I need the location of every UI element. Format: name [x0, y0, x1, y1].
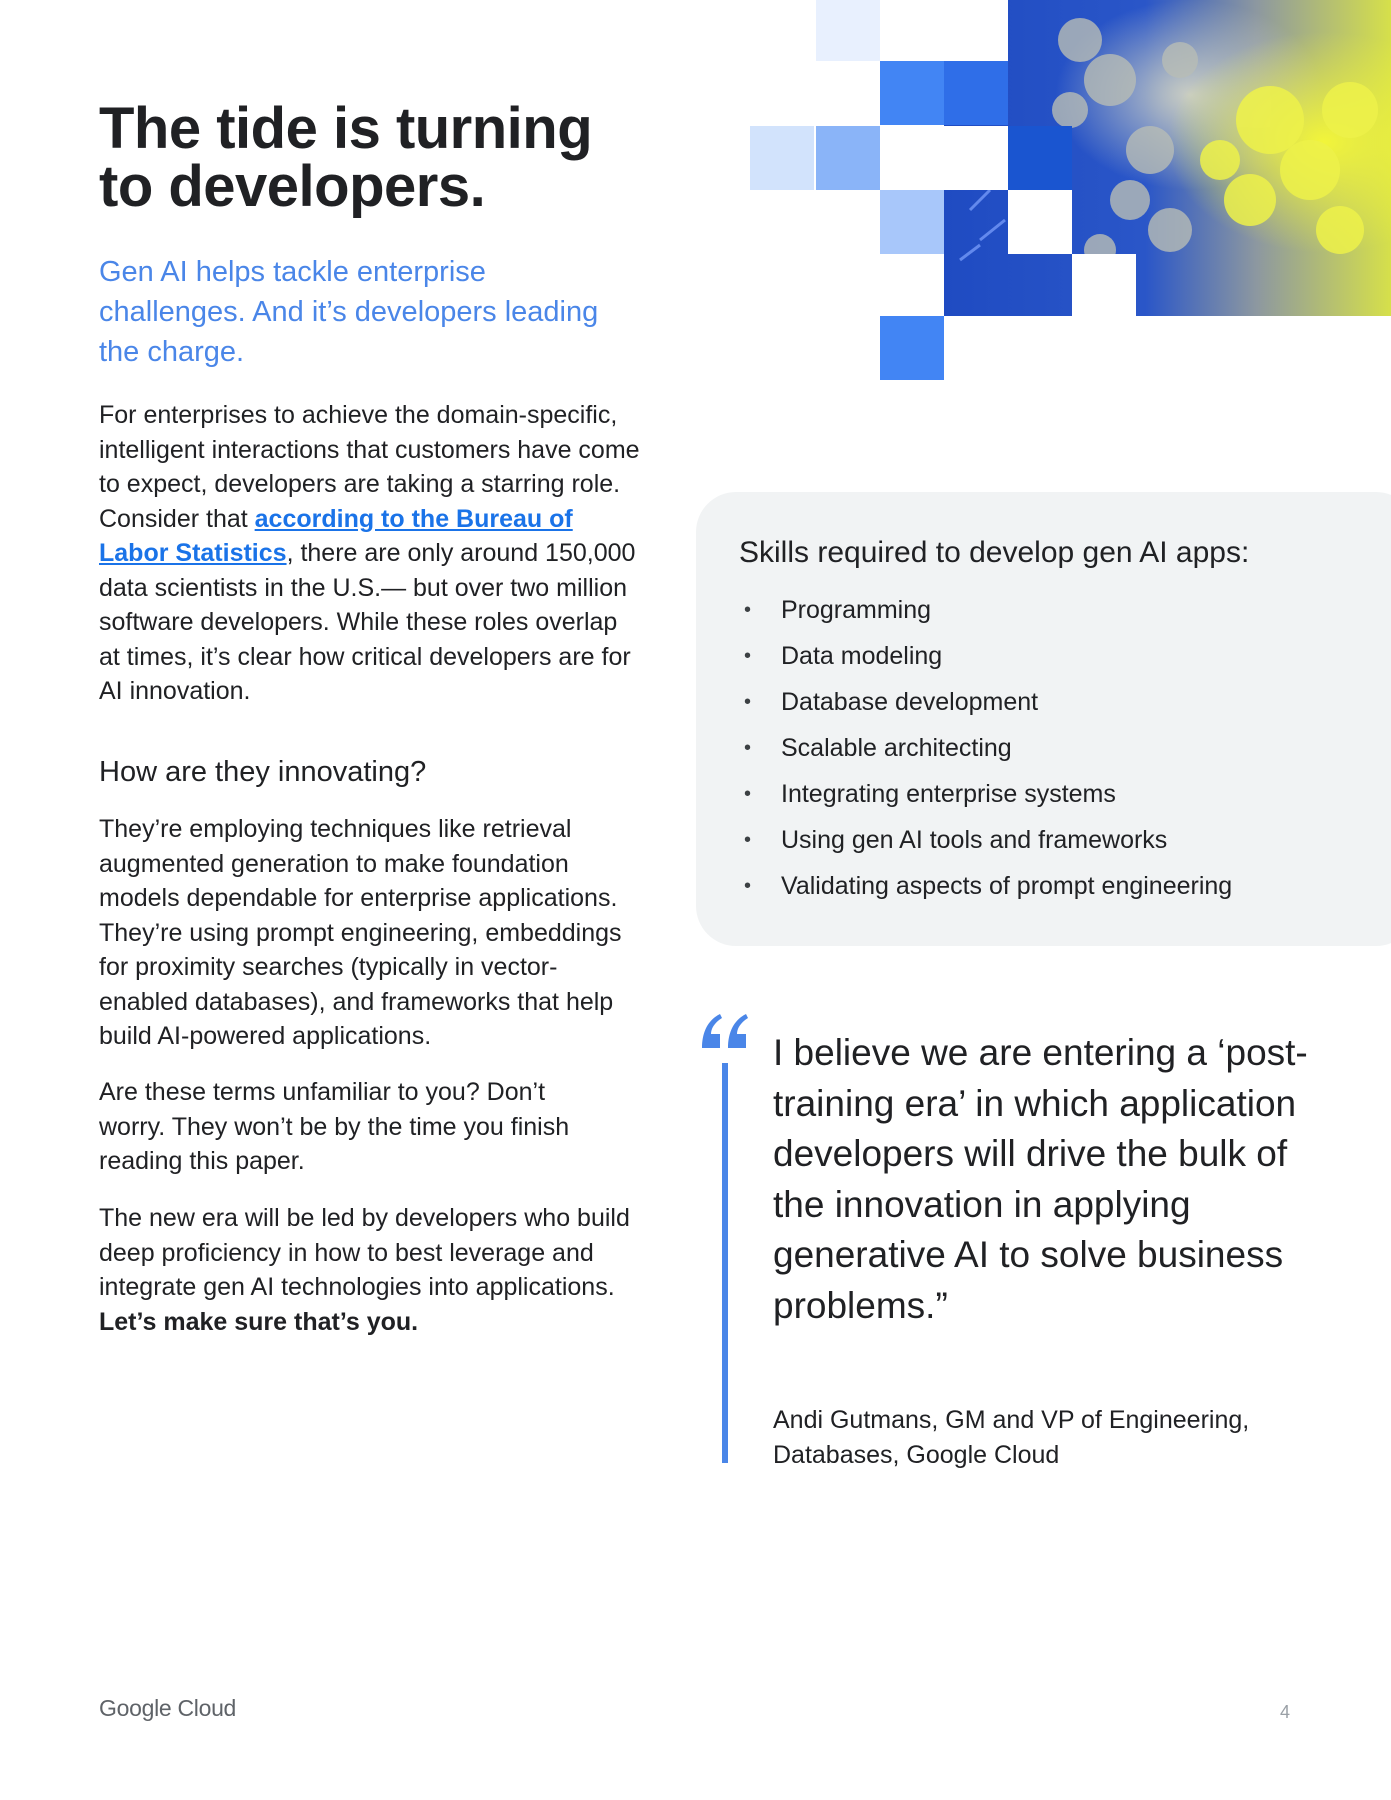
- list-item: [739, 727, 1232, 773]
- bullet-icon: •: [744, 875, 752, 897]
- innovating-paragraph-3-emphasis: Let’s make sure that’s you.: [99, 1307, 419, 1336]
- list-item: [739, 681, 1232, 727]
- list-item: [739, 635, 1232, 681]
- bullet-icon: •: [744, 645, 752, 667]
- skills-list: [739, 589, 1232, 911]
- skill-label: Using gen AI tools and frameworks: [781, 826, 1168, 854]
- innovating-paragraph-3: [99, 1201, 639, 1339]
- bullet-icon: •: [744, 599, 752, 621]
- skills-title: Skills required to develop gen AI apps:: [739, 536, 1250, 569]
- innovating-paragraph-2: Are these terms unfamiliar to you? Don’t worry. They won’t be by the time you finish reading this paper.: [99, 1078, 570, 1175]
- quote-attribution: Andi Gutmans, GM and VP of Engineering, Databases, Google Cloud: [773, 1406, 1250, 1469]
- skill-label: Programming: [781, 596, 932, 624]
- intro-text-before: For enterprises to achieve the domain-specific, intelligent interactions that customers have come to expect, developers are taking a starring role. Consider that: [99, 401, 640, 533]
- innovating-paragraph-3-text: The new era will be led by developers who build deep proficiency in how to best leverage and integrate gen AI technologies into applications.: [99, 1204, 630, 1301]
- coral-mosaic-image: [750, 0, 1391, 382]
- intro-paragraph: [99, 398, 644, 709]
- innovating-paragraph-1: They’re employing techniques like retrieval augmented generation to make foundation models dependable for enterprise applications. They’re using prompt engineering, embeddings for proximity searches (typically in vector-enabled databases), and frameworks that help build AI-powered applications.: [99, 815, 622, 1050]
- bullet-icon: •: [744, 691, 752, 713]
- bullet-icon: •: [744, 783, 752, 805]
- list-item: [739, 773, 1232, 819]
- coral-image-icon: [750, 0, 1391, 382]
- list-item: [739, 865, 1232, 911]
- quote-mark-icon: [698, 1010, 750, 1050]
- google-cloud-logo: Google Cloud: [99, 1695, 237, 1721]
- skill-label: Integrating enterprise systems: [781, 780, 1116, 808]
- bullet-icon: •: [744, 829, 752, 851]
- skill-label: Data modeling: [781, 642, 943, 670]
- innovating-heading: How are they innovating?: [99, 756, 427, 788]
- skill-label: Scalable architecting: [781, 734, 1012, 762]
- bls-link[interactable]: according to the Bureau of Labor Statistics: [99, 504, 573, 567]
- page-number: 4: [1280, 1702, 1291, 1722]
- skill-label: Validating aspects of prompt engineering: [781, 872, 1233, 900]
- list-item: [739, 819, 1232, 865]
- page-title: The tide is turning to developers.: [99, 96, 593, 219]
- list-item: [739, 589, 1232, 635]
- quote-text: I believe we are entering a ‘post-training era’ in which application developers will drive the bulk of the innovation in applying generative AI to solve business problems.”: [773, 1032, 1308, 1326]
- page-subtitle: Gen AI helps tackle enterprise challenges. And it’s developers leading the charge.: [99, 256, 599, 368]
- skill-label: Database development: [781, 688, 1039, 716]
- quote-bar: [722, 1063, 728, 1463]
- bullet-icon: •: [744, 737, 752, 759]
- intro-text-after: , there are only around 150,000 data scientists in the U.S.— but over two million software developers. While these roles overlap at times, it’s clear how critical developers are for AI innovation.: [99, 539, 636, 705]
